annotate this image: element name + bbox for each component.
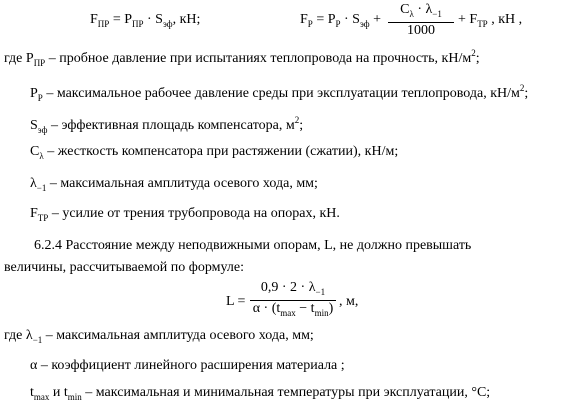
- definition-row: где $P_{ПР}$ – пробное давление при испытаниях теплопровода на прочность, $кН/м^2$;: [4, 48, 480, 68]
- definition-row: $P_Р$ – максимальное рабочее давление среды при эксплуатации теплопровода, $кН/м^2$;: [30, 83, 529, 103]
- formula-l-lhs: L =: [226, 294, 246, 309]
- formula-fraction-c: [388, 2, 454, 38]
- formula-text: = P: [109, 12, 132, 27]
- definition-row: α – коэффициент линейного расширения материала ;: [30, 358, 345, 373]
- formula-text: · S: [143, 12, 163, 27]
- formula-text: +: [369, 12, 382, 27]
- fraction-denominator: $\alpha \cdot (t_{max} - t_{min})$: [252, 301, 334, 318]
- formula-subscript: ПР: [97, 19, 110, 29]
- formula-f-r-tail: [458, 12, 522, 32]
- formula-f-pr: [90, 12, 200, 32]
- formula-subscript: Р: [307, 19, 313, 29]
- definition-row: $C_\lambda$ – жесткость компенсатора при растяжении (сжатии), кН/м;: [30, 144, 399, 161]
- definition-row: $\lambda_{-1}$ – максимальная амплитуда осевого хода, мм;: [30, 176, 318, 193]
- formula-text: + F: [458, 12, 478, 27]
- formula-unit: , кН ,: [487, 12, 523, 27]
- paragraph-line: величины, рассчитываемой по формуле:: [4, 260, 244, 275]
- formula-subscript: эф: [359, 19, 370, 29]
- formula-subscript: ПР: [132, 19, 144, 29]
- fraction-denominator: 1000: [407, 23, 435, 38]
- paragraph-line: 6.2.4 Расстояние между неподвижными опорам, L, не должно превышать: [34, 238, 472, 253]
- formula-symbol: F: [300, 12, 308, 27]
- formula-text: · S: [340, 12, 360, 27]
- formula-f-r: [300, 12, 381, 32]
- formula-fraction-l: [250, 280, 336, 321]
- fraction-numerator: $0,9 \cdot 2 \cdot \lambda_{-1}$: [250, 280, 336, 301]
- formula-l-unit: , м,: [339, 294, 359, 309]
- definition-row-temperatures: $t_{max}$ и $t_{min}$ – максимальная и минимальная температуры при эксплуатации, °С;: [30, 385, 491, 402]
- fraction-numerator: $C_\lambda \cdot \lambda_{-1}$: [388, 2, 454, 23]
- definition-row: $S_{эф}$ – эффективная площадь компенсатора, $м^2$;: [30, 115, 304, 135]
- formula-subscript: Р: [335, 19, 341, 29]
- formula-subscript: ТР: [477, 19, 488, 29]
- definition-row: $F_{ТР}$ – усилие от трения трубопровода на опорах, кН.: [30, 206, 340, 223]
- definition-row: где $\lambda_{-1}$ – максимальная амплитуда осевого хода, мм;: [4, 328, 314, 345]
- formula-symbol: F: [90, 12, 98, 27]
- formula-subscript: эф: [162, 19, 173, 29]
- formula-text: = P: [312, 12, 336, 27]
- formula-unit: , кН;: [172, 12, 201, 27]
